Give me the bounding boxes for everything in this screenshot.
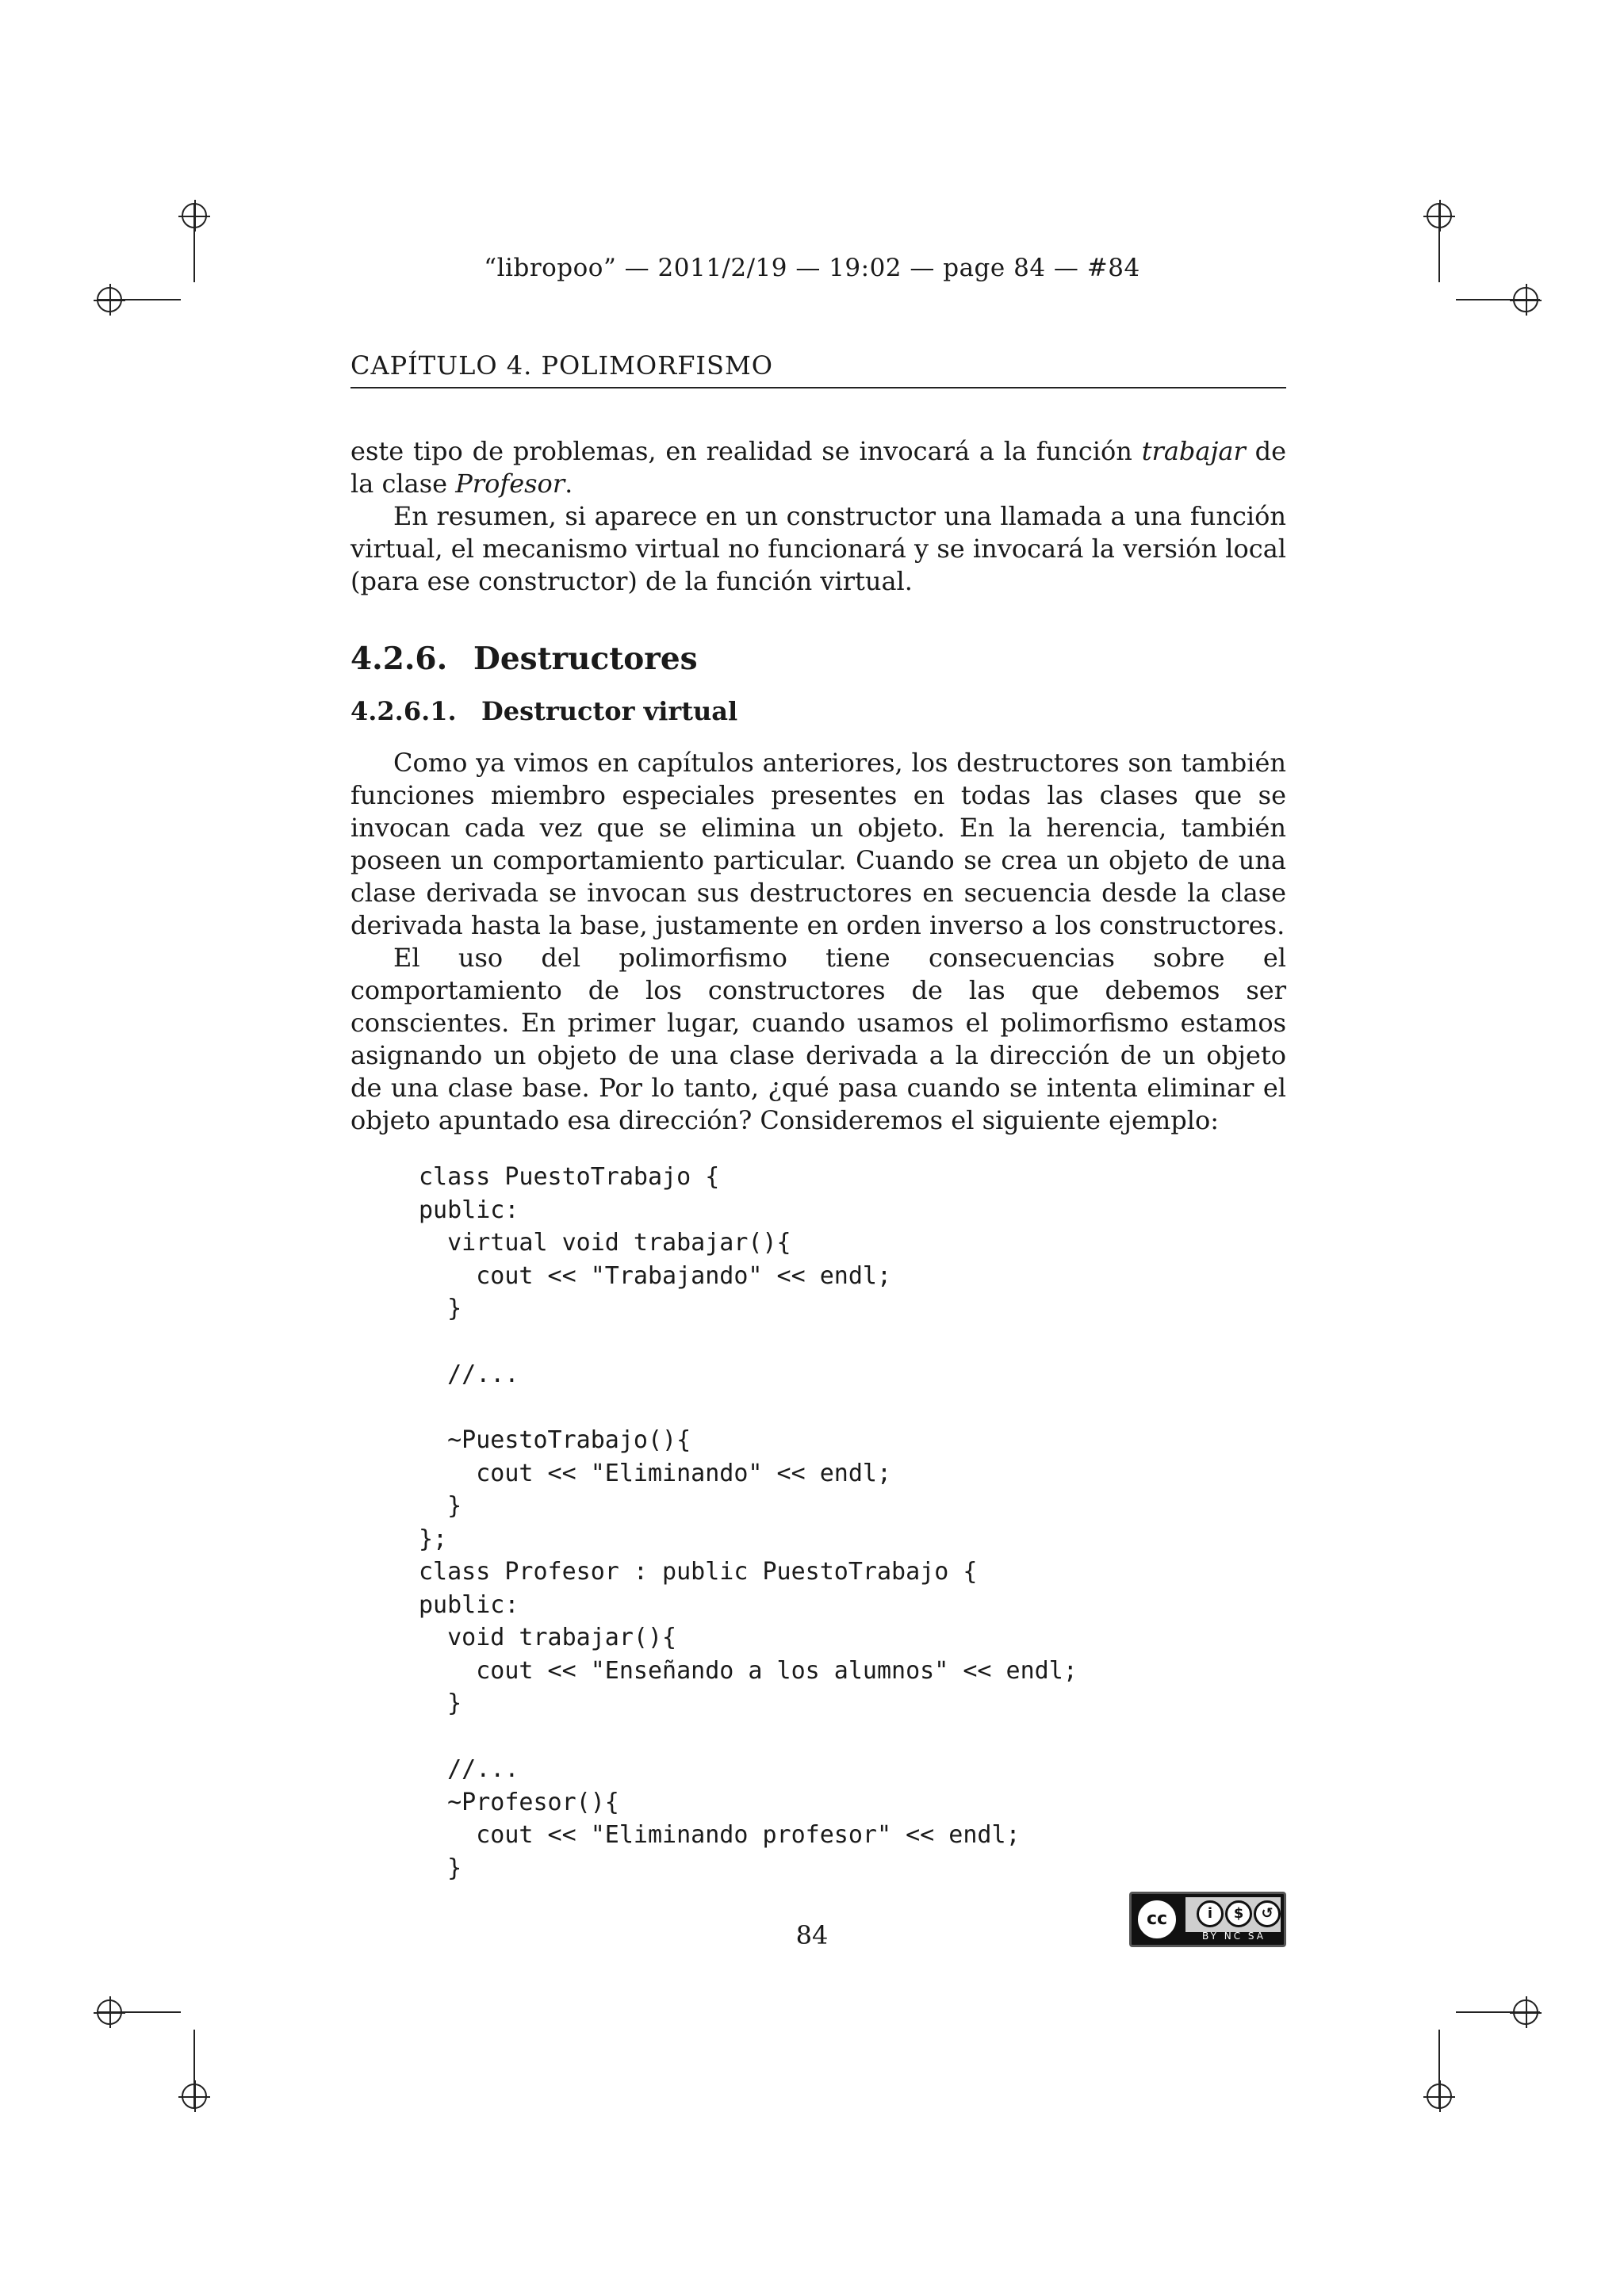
cc-license-badge-icon (1129, 1892, 1286, 1947)
nc-noncommercial-icon: $ (1225, 1900, 1252, 1927)
paragraph-polymorphism: El uso del polimorfismo tiene consecuencias sobre el comportamiento de los constructores de las que debemos ser conscientes. En primer lugar, cuando usamos el polimorfismo estamos asignando un objeto de una clase derivada a la dirección de un objeto de una clase base. Por lo tanto, ¿qué pasa cuando se intenta eliminar el objeto apuntado esa dirección? Consideremos el siguiente ejemplo: (350, 943, 1286, 1135)
section-heading: 4.2.6. Destructores (350, 641, 698, 677)
page-number: 84 (795, 1920, 829, 1950)
running-head: CAPÍTULO 4. POLIMORFISMO (350, 350, 1286, 388)
code-listing: class PuestoTrabajo { public: virtual void trabajar(){ cout << "Trabajando" << endl; } //... ~PuestoTrabajo(){ cout << "Eliminando" << endl; } }; class Profesor : public PuestoTrabajo { public: void trabajar(){ cout << "Enseñando a los alumnos" << endl; } //... ~Profesor(){ cout << "Eliminando profesor" << endl; } (419, 1163, 1078, 1882)
paragraph-summary: En resumen, si aparece en un constructor una llamada a una función virtual, el mecanismo virtual no funcionará y se invocará la versión local (para ese constructor) de la función virtual. (350, 501, 1286, 596)
sa-sharealike-icon: ↺ (1254, 1900, 1281, 1927)
paragraph-destructors-intro: Como ya vimos en capítulos anteriores, los destructores son también funciones miembro especiales presentes en todas las clases que se invocan cada vez que se elimina un objeto. En la herencia, también poseen un comportamiento particular. Cuando se crea un objeto de una clase derivada se invocan sus destructores en secuencia desde la clase derivada hasta la base, justamente en orden inverso a los constructores. (350, 748, 1286, 940)
by-attribution-icon: i (1197, 1900, 1224, 1927)
cc-logo-icon: cc (1135, 1897, 1179, 1942)
body-text-top (350, 435, 1286, 598)
body-text-destructors (350, 747, 1286, 1137)
paragraph-continuation: este tipo de problemas, en realidad se invocará a la función trabajar de la clase Profesor. (350, 436, 1286, 499)
subsection-heading: 4.2.6.1. Destructor virtual (350, 696, 738, 726)
license-label: BY NC SA (1202, 1931, 1266, 1942)
page-meta-header: “libropoo” — 2011/2/19 — 19:02 — page 84 — #84 (484, 254, 1140, 282)
